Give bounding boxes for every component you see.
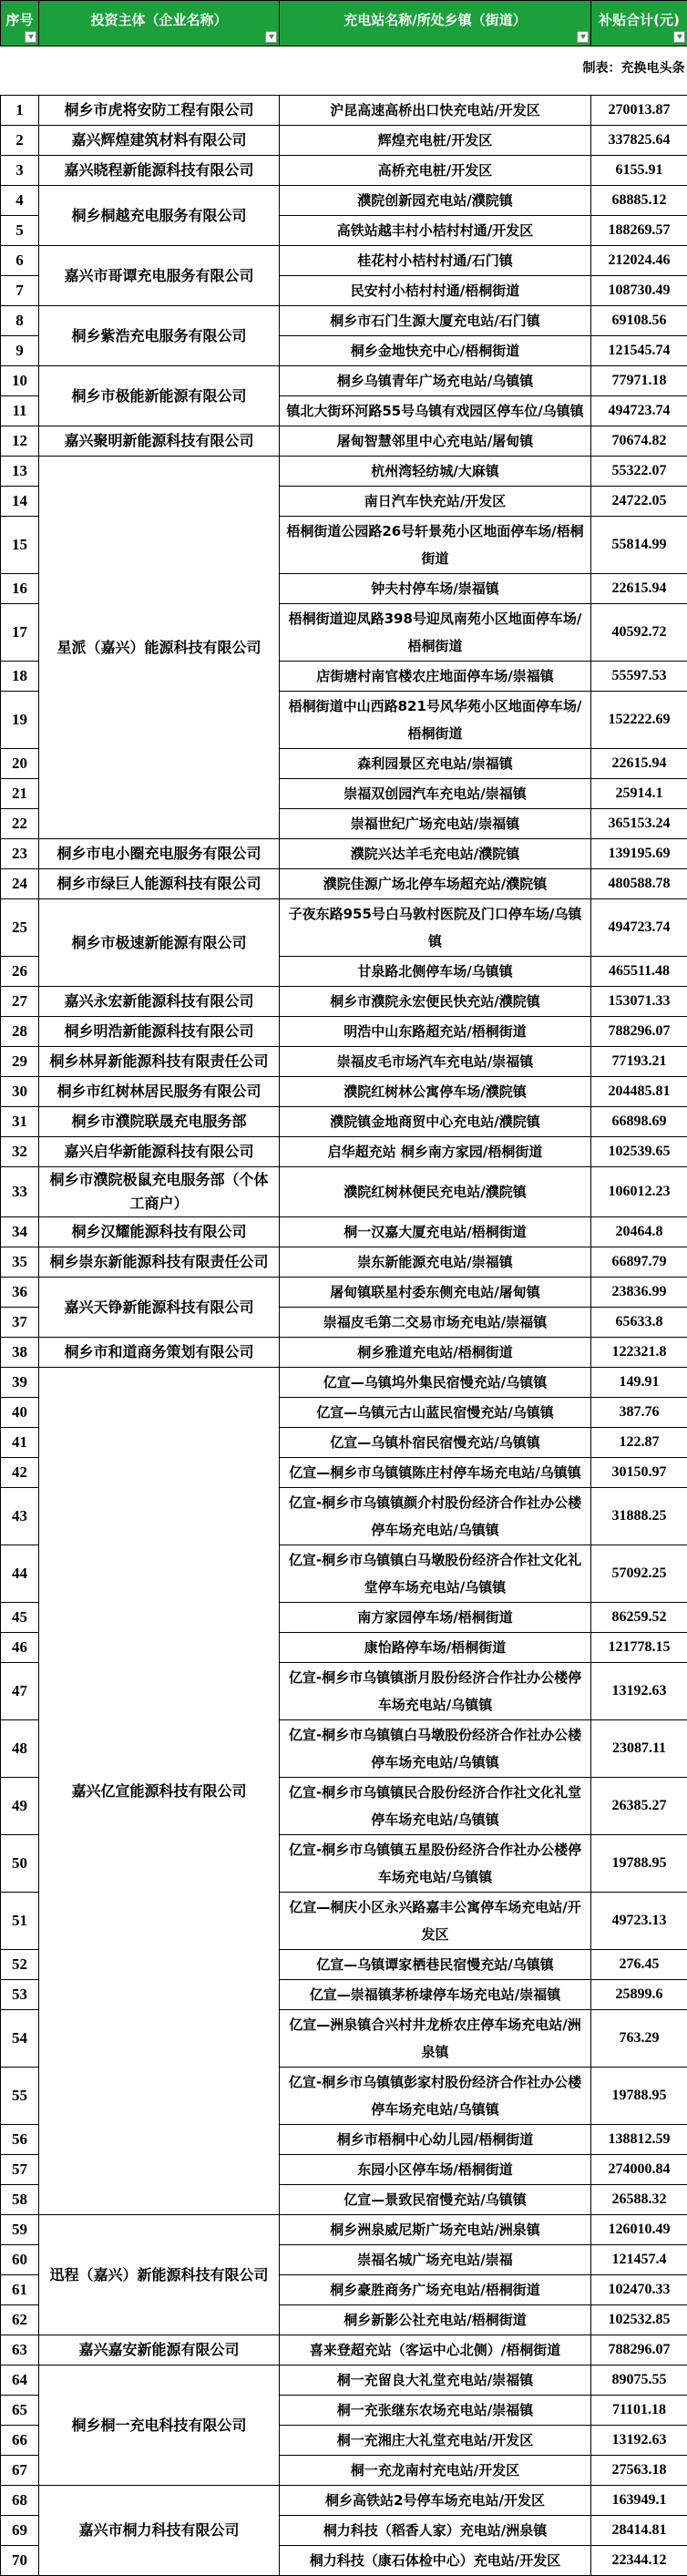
station-cell: 高铁站越丰村小桔村村通/开发区: [280, 216, 591, 246]
station-cell: 桐乡市濮院永宏便民快充站/濮院镇: [280, 987, 591, 1017]
company-cell: 桐乡市虎将安防工程有限公司: [39, 96, 280, 126]
header-col-company: [39, 1, 280, 46]
table-row: [1, 1247, 687, 1278]
row-index: 65: [1, 2396, 39, 2426]
row-index: 31: [1, 1107, 39, 1137]
row-index: 59: [1, 2215, 39, 2245]
station-cell: 亿宣-桐乡市乌镇镇白马墩股份经济合作社文化礼堂停车场充电站/乌镇镇: [280, 1545, 591, 1603]
row-index: 64: [1, 2366, 39, 2396]
table-row: [1, 186, 687, 216]
table-row: [1, 126, 687, 156]
subsidy-amount: 26588.32: [591, 2185, 687, 2215]
subsidy-amount: 30150.97: [591, 1458, 687, 1488]
subsidy-amount: 106012.23: [591, 1167, 687, 1217]
subsidy-amount: 86259.52: [591, 1603, 687, 1633]
company-cell: 嘉兴市桐力科技有限公司: [39, 2486, 280, 2576]
table-row: [1, 1107, 687, 1137]
row-index: 67: [1, 2456, 39, 2486]
filter-dropdown-button[interactable]: [25, 31, 36, 43]
company-cell: 桐乡林昇新能源科技有限责任公司: [39, 1047, 280, 1077]
row-index: 38: [1, 1338, 39, 1368]
subsidy-amount: 122321.8: [591, 1338, 687, 1368]
subsidy-amount: 121457.4: [591, 2245, 687, 2275]
filter-dropdown-button[interactable]: [673, 31, 685, 43]
subsidy-amount: 55814.99: [591, 517, 687, 574]
table-row: [1, 306, 687, 336]
row-index: 39: [1, 1368, 39, 1398]
filter-arrow-icon: [580, 35, 586, 39]
subsidy-amount: 13192.63: [591, 2426, 687, 2456]
station-cell: 亿宣—乌镇坞外集民宿慢充站/乌镇镇: [280, 1368, 591, 1398]
subsidy-amount: 23836.99: [591, 1278, 687, 1308]
station-cell: 屠甸智慧邻里中心充电站/屠甸镇: [280, 426, 591, 457]
station-cell: 镇北大街环河路55号乌镇有戏园区停车位/乌镇镇: [280, 396, 591, 426]
table-row: [1, 1338, 687, 1368]
company-cell: 桐乡市濮院联晟充电服务部: [39, 1107, 280, 1137]
subsidy-amount: 763.29: [591, 2010, 687, 2068]
station-cell: 梧桐街道公园路26号轩景苑小区地面停车场/梧桐街道: [280, 517, 591, 574]
station-cell: 屠甸镇联星村委东侧充电站/屠甸镇: [280, 1278, 591, 1308]
subsidy-amount: 77971.18: [591, 366, 687, 396]
row-index: 56: [1, 2125, 39, 2155]
row-index: 29: [1, 1047, 39, 1077]
row-index: 17: [1, 604, 39, 662]
subsidy-amount: 494723.74: [591, 396, 687, 426]
station-cell: 桐一充留良大礼堂充电站/崇福镇: [280, 2366, 591, 2396]
subsidy-amount: 204485.81: [591, 1077, 687, 1107]
station-cell: 濮院红树林公寓停车场/濮院镇: [280, 1077, 591, 1107]
station-cell: 梧桐街道迎凤路398号迎凤南苑小区地面停车场/梧桐街道: [280, 604, 591, 662]
station-cell: 濮院红树林便民充电站/濮院镇: [280, 1167, 591, 1217]
table-row: [1, 1077, 687, 1107]
subsidy-amount: 152222.69: [591, 692, 687, 749]
station-cell: 濮院兴达羊毛充电站/濮院镇: [280, 839, 591, 869]
station-cell: 桐一汉嘉大厦充电站/梧桐街道: [280, 1217, 591, 1247]
station-cell: 亿宣-桐乡市乌镇镇白马墩股份经济合作社办公楼停车场充电站/乌镇镇: [280, 1720, 591, 1778]
row-index: 25: [1, 899, 39, 957]
station-cell: 亿宣-桐乡市乌镇镇浙月股份经济合作社办公楼停车场充电站/乌镇镇: [280, 1663, 591, 1720]
row-index: 18: [1, 662, 39, 692]
station-cell: 桐力科技（康石体检中心）充电站/开发区: [280, 2546, 591, 2576]
station-cell: 子夜东路955号白马敦村医院及门口停车场/乌镇镇: [280, 899, 591, 957]
company-cell: 嘉兴天铮新能源科技有限公司: [39, 1278, 280, 1338]
row-index: 60: [1, 2245, 39, 2275]
row-index: 27: [1, 987, 39, 1017]
station-cell: 亿宣-桐乡市乌镇镇五星股份经济合作社办公楼停车场充电站/乌镇镇: [280, 1835, 591, 1893]
row-index: 44: [1, 1545, 39, 1603]
subsidy-amount: 102532.85: [591, 2305, 687, 2335]
row-index: 33: [1, 1167, 39, 1217]
subsidy-amount: 24722.05: [591, 487, 687, 517]
subsidy-amount: 387.76: [591, 1398, 687, 1428]
company-cell: 嘉兴聚明新能源科技有限公司: [39, 426, 280, 457]
table-row: [1, 2486, 687, 2516]
filter-dropdown-button[interactable]: [577, 31, 589, 43]
subsidy-amount: 31888.25: [591, 1488, 687, 1545]
company-cell: 桐乡市和道商务策划有限公司: [39, 1338, 280, 1368]
row-index: 66: [1, 2426, 39, 2456]
subsidy-amount: 270013.87: [591, 96, 687, 126]
company-cell: 桐乡市红树林居民服务有限公司: [39, 1077, 280, 1107]
subsidy-amount: 126010.49: [591, 2215, 687, 2245]
row-index: 6: [1, 246, 39, 276]
station-cell: 桐一充湘庄大礼堂充电站/开发区: [280, 2426, 591, 2456]
row-index: 34: [1, 1217, 39, 1247]
subsidy-amount: 121778.15: [591, 1633, 687, 1663]
row-index: 22: [1, 809, 39, 839]
table-row: [1, 2215, 687, 2245]
row-index: 57: [1, 2155, 39, 2185]
company-cell: 桐乡紫浩充电服务有限公司: [39, 306, 280, 366]
row-index: 49: [1, 1778, 39, 1835]
station-cell: 亿宣—桐庆小区永兴路嘉丰公寓停车场充电站/开发区: [280, 1893, 591, 1950]
row-index: 10: [1, 366, 39, 396]
company-cell: 桐乡崇东新能源科技有限责任公司: [39, 1247, 280, 1278]
row-index: 62: [1, 2305, 39, 2335]
station-cell: 崇福双创园汽车充电站/崇福镇: [280, 779, 591, 809]
header-col-subsidy: [591, 1, 687, 46]
subsidy-amount: 13192.63: [591, 1663, 687, 1720]
row-index: 46: [1, 1633, 39, 1663]
row-index: 48: [1, 1720, 39, 1778]
table-row: [1, 1047, 687, 1077]
station-cell: 亿宣—洲泉镇合兴村井龙桥农庄停车场充电站/洲泉镇: [280, 2010, 591, 2068]
station-cell: 桐一充龙南村充电站/开发区: [280, 2456, 591, 2486]
station-cell: 桐乡洲泉威尼斯广场充电站/洲泉镇: [280, 2215, 591, 2245]
subsidy-amount: 121545.74: [591, 336, 687, 366]
subsidy-amount: 19788.95: [591, 1835, 687, 1893]
subsidy-amount: 163949.1: [591, 2486, 687, 2516]
header-col-index-label: 序号: [5, 12, 33, 28]
company-cell: 嘉兴辉煌建筑材料有限公司: [39, 126, 280, 156]
subsidy-amount: 149.91: [591, 1368, 687, 1398]
station-cell: 亿宣—崇福镇茅桥埭停车场充电站/崇福镇: [280, 1980, 591, 2010]
company-cell: 桐乡市电小圈充电服务有限公司: [39, 839, 280, 869]
station-cell: 高桥充电桩/开发区: [280, 156, 591, 186]
subsidy-amount: 55597.53: [591, 662, 687, 692]
company-cell: 嘉兴市哥谭充电服务有限公司: [39, 246, 280, 306]
subsidy-amount: 122.87: [591, 1428, 687, 1458]
table-row: [1, 2335, 687, 2366]
company-cell: 桐乡桐越充电服务有限公司: [39, 186, 280, 246]
table-row: [1, 869, 687, 899]
station-cell: 崇福皮毛市场汽车充电站/崇福镇: [280, 1047, 591, 1077]
note-row: [1, 46, 687, 96]
header-col-station-label: 充电站名称/所处乡镇（街道）: [344, 12, 526, 28]
subsidy-amount: 138812.59: [591, 2125, 687, 2155]
row-index: 47: [1, 1663, 39, 1720]
subsidy-amount: 108730.49: [591, 276, 687, 306]
subsidy-amount: 25914.1: [591, 779, 687, 809]
row-index: 20: [1, 749, 39, 779]
row-index: 16: [1, 574, 39, 604]
table-note: 制表：充换电头条: [1, 46, 687, 96]
row-index: 8: [1, 306, 39, 336]
station-cell: 桐乡市梧桐中心幼儿园/梧桐街道: [280, 2125, 591, 2155]
row-index: 40: [1, 1398, 39, 1428]
row-index: 4: [1, 186, 39, 216]
subsidy-amount: 49723.13: [591, 1893, 687, 1950]
row-index: 2: [1, 126, 39, 156]
subsidy-amount: 102470.33: [591, 2275, 687, 2305]
station-cell: 崇福皮毛第二交易市场充电站/崇福镇: [280, 1308, 591, 1338]
station-cell: 崇东新能源充电站/崇福镇: [280, 1247, 591, 1278]
subsidy-amount: 69108.56: [591, 306, 687, 336]
station-cell: 亿宣—乌镇谭家栖巷民宿慢充站/乌镇镇: [280, 1950, 591, 1980]
subsidy-amount: 66898.69: [591, 1107, 687, 1137]
station-cell: 崇福世纪广场充电站/崇福镇: [280, 809, 591, 839]
subsidy-amount: 276.45: [591, 1950, 687, 1980]
table-row: [1, 839, 687, 869]
subsidy-amount: 788296.07: [591, 2335, 687, 2366]
table-row: [1, 987, 687, 1017]
company-cell: 桐乡明浩新能源科技有限公司: [39, 1017, 280, 1047]
subsidy-amount: 139195.69: [591, 839, 687, 869]
station-cell: 濮院佳源广场北停车场超充站/濮院镇: [280, 869, 591, 899]
subsidy-amount: 55322.07: [591, 457, 687, 487]
row-index: 28: [1, 1017, 39, 1047]
row-index: 14: [1, 487, 39, 517]
station-cell: 康怡路停车场/梧桐街道: [280, 1633, 591, 1663]
filter-arrow-icon: [677, 35, 682, 39]
row-index: 13: [1, 457, 39, 487]
header-col-station: [280, 1, 591, 46]
row-index: 9: [1, 336, 39, 366]
station-cell: 桐乡高铁站2号停车场充电站/开发区: [280, 2486, 591, 2516]
subsidy-amount: 71101.18: [591, 2396, 687, 2426]
table-row: [1, 366, 687, 396]
station-cell: 桐一充张继东农场充电站/崇福镇: [280, 2396, 591, 2426]
station-cell: 桐乡市石门生源大厦充电站/石门镇: [280, 306, 591, 336]
table-row: [1, 246, 687, 276]
subsidy-amount: 20464.8: [591, 1217, 687, 1247]
company-cell: 迅程（嘉兴）新能源科技有限公司: [39, 2215, 280, 2335]
header-col-company-label: 投资主体（企业名称）: [90, 12, 227, 28]
row-index: 21: [1, 779, 39, 809]
subsidy-amount: 480588.78: [591, 869, 687, 899]
station-cell: 亿宣—桐乡市乌镇镇陈庄村停车场充电站/乌镇镇: [280, 1458, 591, 1488]
station-cell: 亿宣—乌镇元古山蓝民宿慢充站/乌镇镇: [280, 1398, 591, 1428]
station-cell: 桐乡豪胜商务广场充电站/梧桐街道: [280, 2275, 591, 2305]
table-row: [1, 899, 687, 957]
filter-arrow-icon: [269, 35, 274, 39]
row-index: 41: [1, 1428, 39, 1458]
station-cell: 桐乡金地快充中心/梧桐街道: [280, 336, 591, 366]
station-cell: 钟夫村停车场/崇福镇: [280, 574, 591, 604]
station-cell: 民安村小桔村村通/梧桐街道: [280, 276, 591, 306]
header-row: [1, 1, 687, 46]
table-row: [1, 96, 687, 126]
row-index: 26: [1, 957, 39, 987]
station-cell: 喜来登超充站（客运中心北侧）/梧桐街道: [280, 2335, 591, 2366]
table-row: [1, 2366, 687, 2396]
station-cell: 南日汽车快充站/开发区: [280, 487, 591, 517]
table-body: [1, 46, 687, 2576]
station-cell: 濮院创新园充电站/濮院镇: [280, 186, 591, 216]
subsidy-amount: 66897.79: [591, 1247, 687, 1278]
subsidy-amount: 212024.46: [591, 246, 687, 276]
subsidy-amount: 70674.82: [591, 426, 687, 457]
row-index: 35: [1, 1247, 39, 1278]
station-cell: 桂花村小桔村村通/石门镇: [280, 246, 591, 276]
filter-arrow-icon: [28, 35, 34, 39]
station-cell: 南方家园停车场/梧桐街道: [280, 1603, 591, 1633]
station-cell: 辉煌充电桩/开发区: [280, 126, 591, 156]
company-cell: 嘉兴启华新能源科技有限公司: [39, 1137, 280, 1167]
table-header: [1, 1, 687, 46]
row-index: 55: [1, 2068, 39, 2125]
station-cell: 崇福名城广场充电站/崇福: [280, 2245, 591, 2275]
row-index: 23: [1, 839, 39, 869]
station-cell: 亿宣—乌镇朴宿民宿慢充站/乌镇镇: [280, 1428, 591, 1458]
subsidy-amount: 68885.12: [591, 186, 687, 216]
subsidy-amount: 788296.07: [591, 1017, 687, 1047]
company-cell: 嘉兴亿宣能源科技有限公司: [39, 1368, 280, 2215]
row-index: 68: [1, 2486, 39, 2516]
subsidy-amount: 274000.84: [591, 2155, 687, 2185]
row-index: 5: [1, 216, 39, 246]
row-index: 51: [1, 1893, 39, 1950]
table-row: [1, 457, 687, 487]
subsidy-amount: 26385.27: [591, 1778, 687, 1835]
station-cell: 杭州湾轻纺城/大麻镇: [280, 457, 591, 487]
company-cell: 桐乡市濮院极鼠充电服务部（个体工商户）: [39, 1167, 280, 1217]
station-cell: 森利园景区充电站/崇福镇: [280, 749, 591, 779]
filter-dropdown-button[interactable]: [265, 31, 277, 43]
row-index: 37: [1, 1308, 39, 1338]
table-row: [1, 1278, 687, 1308]
station-cell: 明浩中山东路超充站/梧桐街道: [280, 1017, 591, 1047]
table-row: [1, 1167, 687, 1217]
subsidy-amount: 23087.11: [591, 1720, 687, 1778]
row-index: 7: [1, 276, 39, 306]
row-index: 70: [1, 2546, 39, 2576]
row-index: 30: [1, 1077, 39, 1107]
row-index: 24: [1, 869, 39, 899]
subsidy-amount: 494723.74: [591, 899, 687, 957]
row-index: 1: [1, 96, 39, 126]
subsidy-amount: 25899.6: [591, 1980, 687, 2010]
station-cell: 桐乡乌镇青年广场充电站/乌镇镇: [280, 366, 591, 396]
header-col-subsidy-label: 补贴合计(元): [599, 12, 680, 28]
station-cell: 启华超充站 桐乡南方家园/梧桐街道: [280, 1137, 591, 1167]
station-cell: 桐乡雅道充电站/梧桐街道: [280, 1338, 591, 1368]
subsidy-amount: 28414.81: [591, 2516, 687, 2546]
subsidy-amount: 40592.72: [591, 604, 687, 662]
row-index: 12: [1, 426, 39, 457]
station-cell: 沪昆高速高桥出口快充电站/开发区: [280, 96, 591, 126]
row-index: 50: [1, 1835, 39, 1893]
company-cell: 桐乡桐一充电科技有限公司: [39, 2366, 280, 2486]
subsidy-amount: 6155.91: [591, 156, 687, 186]
station-cell: 亿宣-桐乡市乌镇镇彭家村股份经济合作社办公楼停车场充电站/乌镇镇: [280, 2068, 591, 2125]
subsidy-amount: 22615.94: [591, 749, 687, 779]
header-col-index: [1, 1, 39, 46]
subsidy-amount: 337825.64: [591, 126, 687, 156]
row-index: 3: [1, 156, 39, 186]
subsidy-amount: 22344.12: [591, 2546, 687, 2576]
station-cell: 亿宣—景致民宿慢充站/乌镇镇: [280, 2185, 591, 2215]
station-cell: 亿宣-桐乡市乌镇镇颜介村股份经济合作社办公楼停车场充电站/乌镇镇: [280, 1488, 591, 1545]
table-row: [1, 1368, 687, 1398]
row-index: 63: [1, 2335, 39, 2366]
subsidy-amount: 57092.25: [591, 1545, 687, 1603]
company-cell: 桐乡市极能新能源有限公司: [39, 366, 280, 426]
company-cell: 桐乡市极速新能源有限公司: [39, 899, 280, 987]
subsidy-amount: 365153.24: [591, 809, 687, 839]
subsidy-amount: 19788.95: [591, 2068, 687, 2125]
table-row: [1, 156, 687, 186]
subsidy-amount: 102539.65: [591, 1137, 687, 1167]
subsidy-amount: 153071.33: [591, 987, 687, 1017]
row-index: 15: [1, 517, 39, 574]
subsidy-amount: 27563.18: [591, 2456, 687, 2486]
station-cell: 濮院镇金地商贸中心充电站/濮院镇: [280, 1107, 591, 1137]
table-row: [1, 1137, 687, 1167]
row-index: 11: [1, 396, 39, 426]
subsidy-amount: 22615.94: [591, 574, 687, 604]
row-index: 32: [1, 1137, 39, 1167]
subsidy-amount: 65633.8: [591, 1308, 687, 1338]
station-cell: 桐力科技（稻香人家）充电站/洲泉镇: [280, 2516, 591, 2546]
company-cell: 星派（嘉兴）能源科技有限公司: [39, 457, 280, 839]
subsidy-amount: 188269.57: [591, 216, 687, 246]
row-index: 58: [1, 2185, 39, 2215]
company-cell: 桐乡市绿巨人能源科技有限公司: [39, 869, 280, 899]
row-index: 61: [1, 2275, 39, 2305]
row-index: 43: [1, 1488, 39, 1545]
station-cell: 甘泉路北侧停车场/乌镇镇: [280, 957, 591, 987]
subsidy-amount: 77193.21: [591, 1047, 687, 1077]
table-row: [1, 1217, 687, 1247]
subsidy-amount: 89075.55: [591, 2366, 687, 2396]
table-row: [1, 426, 687, 457]
row-index: 42: [1, 1458, 39, 1488]
row-index: 53: [1, 1980, 39, 2010]
row-index: 45: [1, 1603, 39, 1633]
company-cell: 嘉兴嘉安新能源有限公司: [39, 2335, 280, 2366]
station-cell: 店街塘村南官楼农庄地面停车场/崇福镇: [280, 662, 591, 692]
company-cell: 嘉兴永宏新能源科技有限公司: [39, 987, 280, 1017]
row-index: 54: [1, 2010, 39, 2068]
company-cell: 嘉兴晓程新能源科技有限公司: [39, 156, 280, 186]
row-index: 36: [1, 1278, 39, 1308]
subsidy-amount: 465511.48: [591, 957, 687, 987]
station-cell: 东园小区停车场/梧桐街道: [280, 2155, 591, 2185]
company-cell: 桐乡汉耀能源科技有限公司: [39, 1217, 280, 1247]
table-row: [1, 1017, 687, 1047]
row-index: 52: [1, 1950, 39, 1980]
station-cell: 梧桐街道中山西路821号风华苑小区地面停车场/梧桐街道: [280, 692, 591, 749]
row-index: 69: [1, 2516, 39, 2546]
station-cell: 亿宣-桐乡市乌镇镇民合股份经济合作社文化礼堂停车场充电站/乌镇镇: [280, 1778, 591, 1835]
row-index: 19: [1, 692, 39, 749]
station-cell: 桐乡新影公社充电站/梧桐街道: [280, 2305, 591, 2335]
